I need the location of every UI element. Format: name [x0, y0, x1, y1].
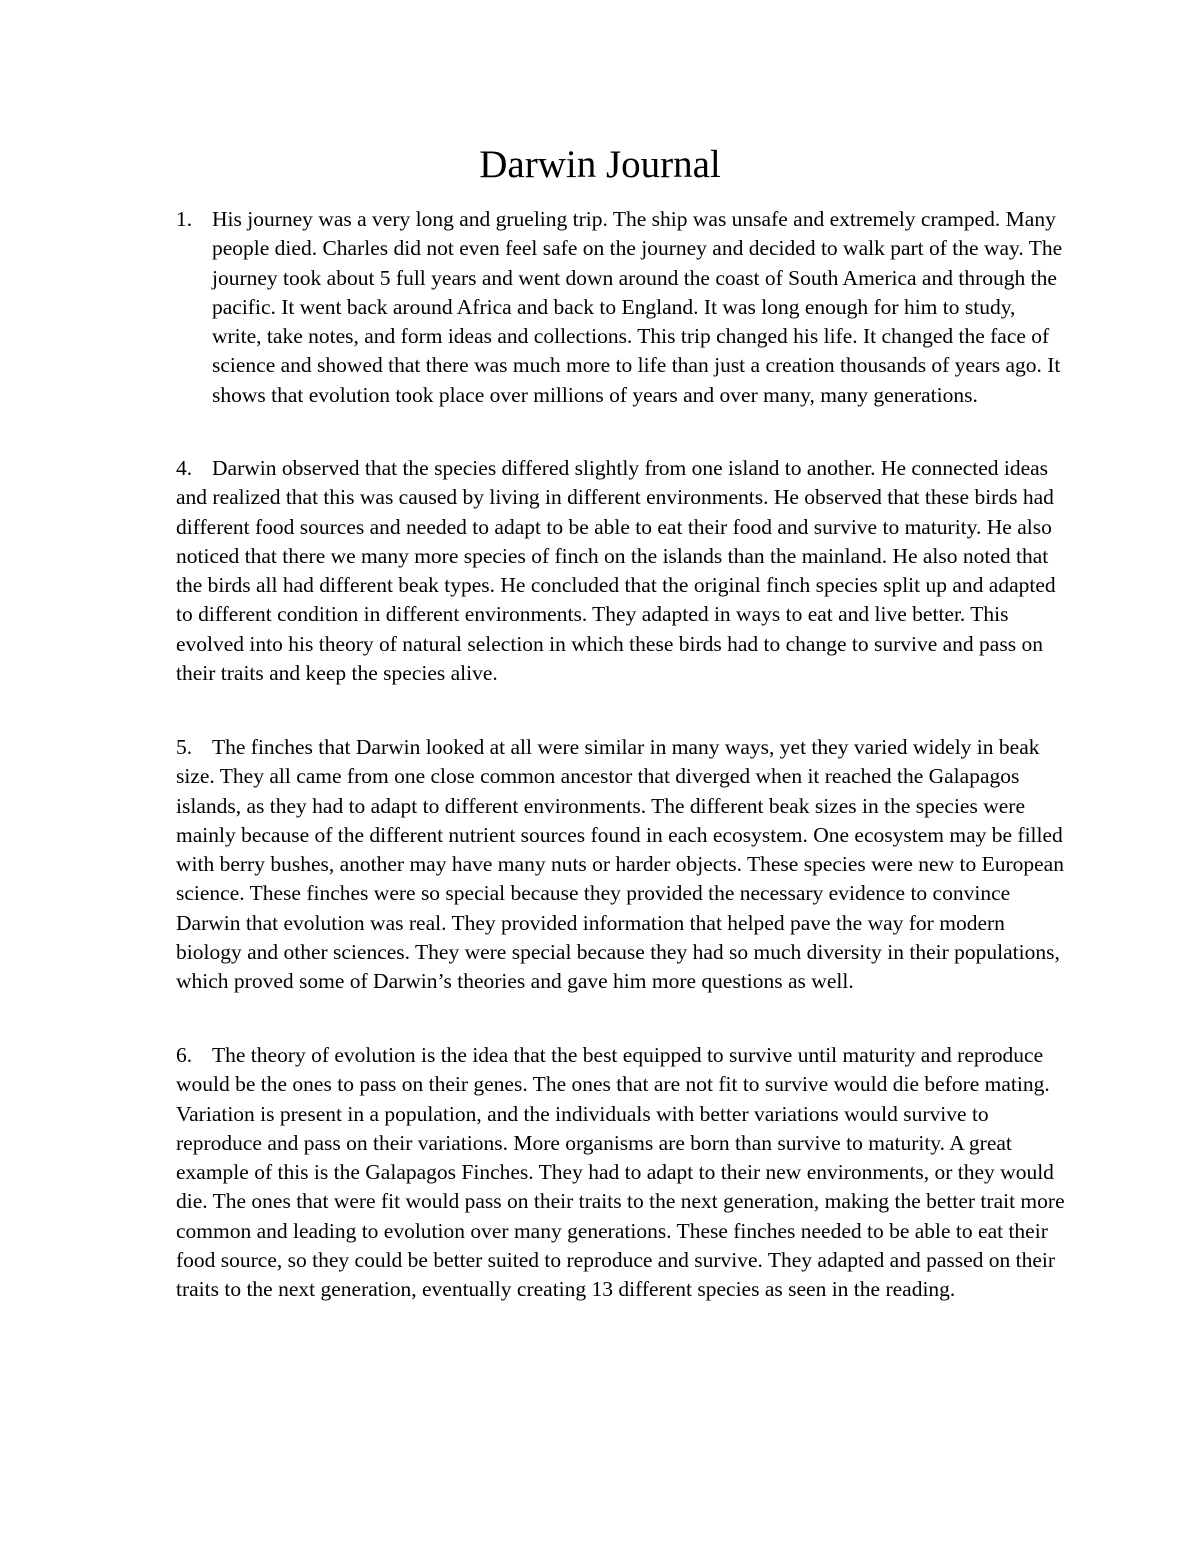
page-title: Darwin Journal	[479, 143, 721, 186]
item-text: His journey was a very long and grueling trip. The ship was unsafe and extremely cramped. Many people died. Charles did not even feel safe on the journey and decided to walk part of the way. The journey took about 5 full years and went down around the coast of South America and through the pacific. It went back around Africa and back to England. It was long enough for him to study, write, take notes, and form ideas and collections. This trip changed his life. It changed the face of science and showed that there was much more to life than just a creation thousands of years ago. It shows that evolution took place over millions of years and over many, many generations.	[212, 207, 1063, 407]
journal-item-6	[176, 1041, 1066, 1305]
item-number: 6.	[176, 1043, 193, 1067]
item-number: 1.	[176, 207, 193, 231]
journal-item-5	[176, 733, 1066, 997]
item-number: 5.	[176, 735, 193, 759]
journal-item-1	[176, 205, 1066, 410]
item-text: The finches that Darwin looked at all were similar in many ways, yet they varied widely in beak size. They all came from one close common ancestor that diverged when it reached the Galapagos islands, as they had to adapt to different environments. The different beak sizes in the species were mainly because of the different nutrient sources found in each ecosystem. One ecosystem may be filled with berry bushes, another may have many nuts or harder objects. These species were new to European science. These finches were so special because they provided the necessary evidence to convince Darwin that evolution was real. They provided information that helped pave the way for modern biology and other sciences. They were special because they had so much diversity in their populations, which proved some of Darwin’s theories and gave him more questions as well.	[176, 735, 1064, 994]
journal-item-4	[176, 454, 1066, 688]
item-text: The theory of evolution is the idea that the best equipped to survive until maturity and reproduce would be the ones to pass on their genes. The ones that are not fit to survive would die before mating. Variation is present in a population, and the individuals with better variations would survive to reproduce and pass on their variations. More organisms are born than survive to maturity. A great example of this is the Galapagos Finches. They had to adapt to their new environments, or they would die. The ones that were fit would pass on their traits to the next generation, making the better trait more common and leading to evolution over many generations. These finches needed to be able to eat their food source, so they could be better suited to reproduce and survive. They adapted and passed on their traits to the next generation, eventually creating 13 different species as seen in the reading.	[176, 1043, 1065, 1302]
item-number: 4.	[176, 456, 193, 480]
item-text: Darwin observed that the species differed slightly from one island to another. He connected ideas and realized that this was caused by living in different environments. He observed that these birds had different food sources and needed to adapt to be able to eat their food and survive to maturity. He also noticed that there we many more species of finch on the islands than the mainland. He also noted that the birds all had different beak types. He concluded that the original finch species split up and adapted to different condition in different environments. They adapted in ways to eat and live better. This evolved into his theory of natural selection in which these birds had to change to survive and pass on their traits and keep the species alive.	[176, 456, 1056, 686]
